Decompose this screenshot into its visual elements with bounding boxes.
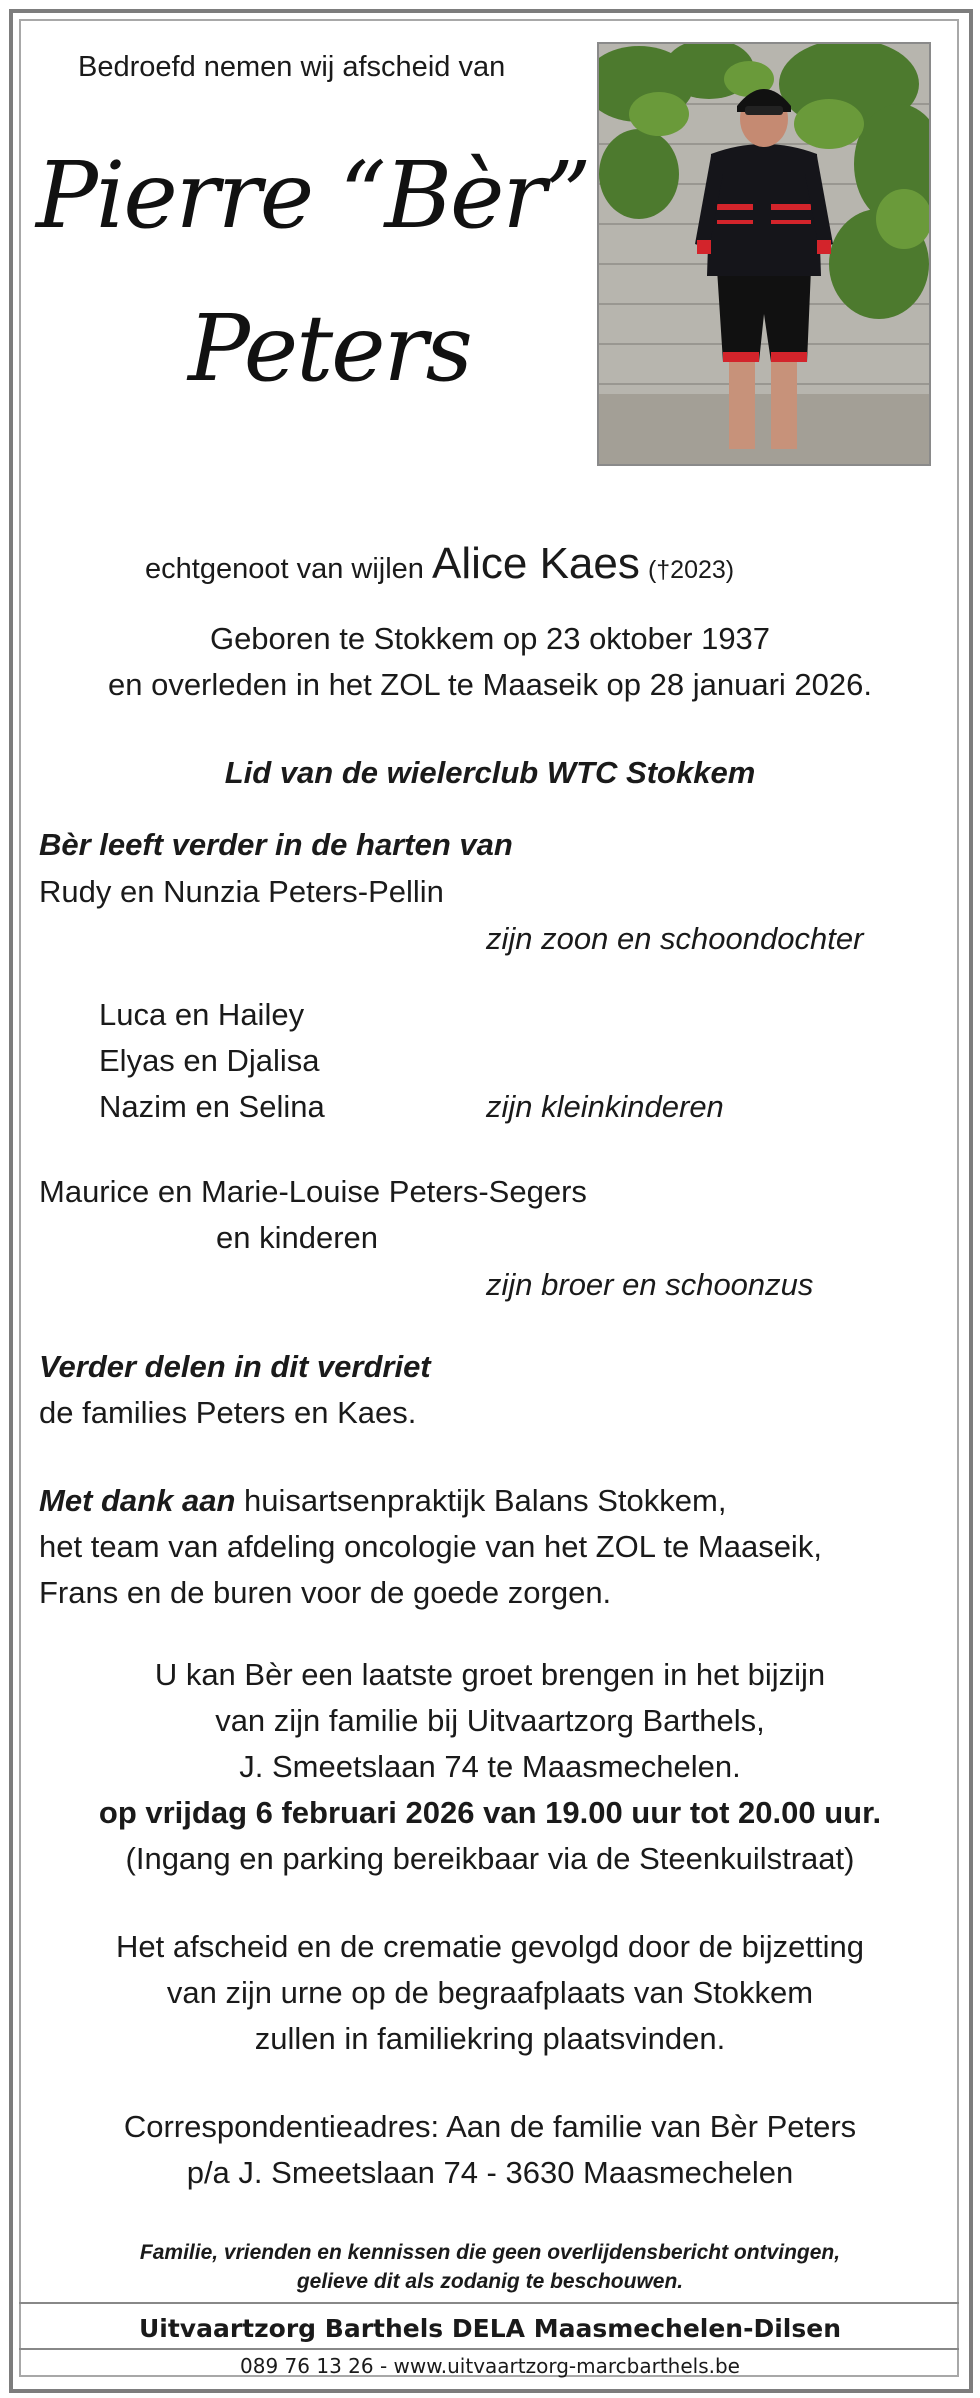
- cyclist-illustration: [599, 44, 929, 464]
- brother-children: en kinderen: [216, 1220, 379, 1255]
- deceased-name-line1: Pierre “Bèr”: [36, 142, 590, 249]
- visit-line2: van zijn familie bij Uitvaartzorg Barthels,: [215, 1703, 765, 1738]
- notice-line1: Familie, vrienden en kennissen die geen overlijdensbericht ontvingen,: [139, 2241, 841, 2264]
- spouse-name: Alice Kaes: [431, 539, 640, 588]
- lives-on-heading: Bèr leeft verder in de harten van: [39, 827, 513, 862]
- deceased-name-line2: Peters: [188, 295, 471, 402]
- grandchild-1: Luca en Hailey: [99, 997, 305, 1032]
- funeral-home-name: Uitvaartzorg Barthels DELA Maasmechelen-Dilsen: [138, 2314, 841, 2343]
- footer-divider-bottom: [19, 2348, 959, 2350]
- grandchild-2: Elyas en Djalisa: [99, 1043, 320, 1078]
- thanks-line3: Frans en de buren voor de goede zorgen.: [39, 1575, 612, 1610]
- visit-time: op vrijdag 6 februari 2026 van 19.00 uur tot 20.00 uur.: [98, 1795, 882, 1830]
- correspondence-line2: p/a J. Smeetslaan 74 - 3630 Maasmechelen: [186, 2155, 794, 2190]
- contact-info: 089 76 13 26 - www.uitvaartzorg-marcbarthels.be: [240, 2354, 740, 2378]
- thanks-line1: [39, 1482, 726, 1519]
- son-role: zijn zoon en schoondochter: [486, 921, 864, 956]
- thanks-text-1: huisartsenpraktijk Balans Stokkem,: [244, 1483, 727, 1518]
- notice-line2: gelieve dit als zodanig te beschouwen.: [296, 2270, 684, 2293]
- intro-text: Bedroefd nemen wij afscheid van: [78, 51, 506, 83]
- brother-role: zijn broer en schoonzus: [486, 1267, 814, 1302]
- portrait-photo: [597, 42, 931, 466]
- footer-divider-top: [19, 2302, 959, 2304]
- spouse-prefix: echtgenoot van wijlen: [145, 553, 424, 585]
- club-membership: Lid van de wielerclub WTC Stokkem: [224, 755, 756, 790]
- grandchildren-role: zijn kleinkinderen: [486, 1089, 724, 1124]
- birth-line: Geboren te Stokkem op 23 oktober 1937: [209, 621, 771, 656]
- visit-note: (Ingang en parking bereikbaar via de Steenkuilstraat): [125, 1841, 855, 1876]
- spouse-line: [145, 538, 734, 591]
- ceremony-line2: van zijn urne op de begraafplaats van Stokkem: [166, 1975, 814, 2010]
- spouse-death: (†2023): [647, 556, 735, 584]
- ceremony-line3: zullen in familiekring plaatsvinden.: [254, 2021, 726, 2056]
- correspondence-line1: Correspondentieadres: Aan de familie van Bèr Peters: [123, 2109, 857, 2144]
- share-heading: Verder delen in dit verdriet: [39, 1349, 431, 1384]
- thanks-label: Met dank aan: [39, 1483, 236, 1518]
- visit-line1: U kan Bèr een laatste groet brengen in het bijzijn: [154, 1657, 826, 1692]
- share-text: de families Peters en Kaes.: [39, 1395, 417, 1430]
- thanks-line2: het team van afdeling oncologie van het ZOL te Maaseik,: [39, 1529, 822, 1564]
- visit-line3: J. Smeetslaan 74 te Maasmechelen.: [239, 1749, 741, 1784]
- son-names: Rudy en Nunzia Peters-Pellin: [39, 874, 444, 909]
- brother-names: Maurice en Marie-Louise Peters-Segers: [39, 1174, 587, 1209]
- death-line: en overleden in het ZOL te Maaseik op 28 januari 2026.: [107, 667, 872, 702]
- ceremony-line1: Het afscheid en de crematie gevolgd door de bijzetting: [116, 1929, 864, 1964]
- grandchild-3: Nazim en Selina: [99, 1089, 325, 1124]
